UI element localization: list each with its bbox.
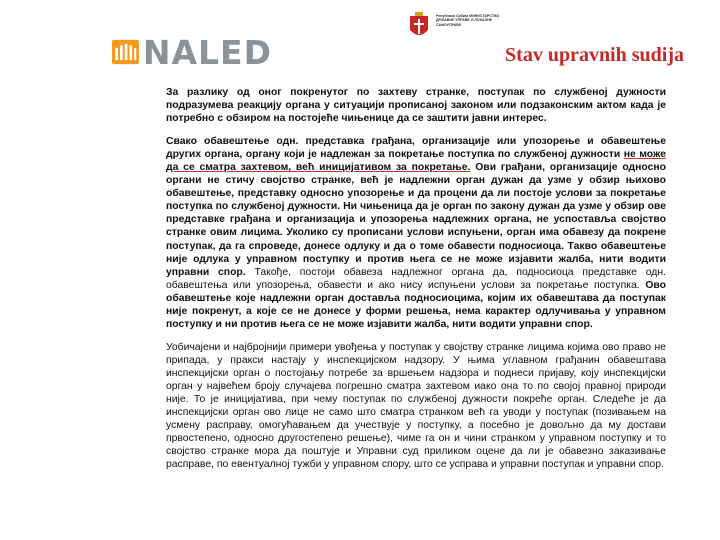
naled-logo-mark-icon (112, 33, 139, 71)
logo-text: NALED (142, 32, 272, 72)
p2-s6: Такође, постоји обавеза надлежног органа да, подносиоца представке одн. обавештења или упозорења, обавести и ако нису испуњени услови за покретање поступка. (166, 266, 666, 291)
naled-logo (112, 30, 272, 74)
document-body (166, 86, 666, 481)
p2-s7: Ово обавештење које надлежни орган доставља подносиоцима, којим их обавештава да поступак није покренут, а које се не донесе у форми решења, нема карактер одлучивања у управном поступку и ни против њега се не може изјавити жалба, нити водити управни спор. (166, 279, 666, 330)
ministry-label: Република Србија МИНИСТАРСТВО ДРЖАВНЕ УПРАВЕ И ЛОКАЛНЕ САМОУПРАВЕ (436, 14, 500, 27)
paragraph-2 (166, 135, 666, 331)
paragraph-3: Уобичајени и најбројнији примери увођења у поступак у својству странке лицима којима ово право не припада, у пракси настају у инспекцијском надзору. У њима углавном грађанин обавештава инспекцијски орган о постојању потребе за вршењем надзора и поднеси пријаву, коју инспекцијски орган у највећем броју случајева погрешно сматра захтевом иако она то по својој правној природи није. То је иницијатива, при чему поступак по службеној дужности покреће орган. Следеће је да инспекцијски орган ово лице не само што сматра странком већ га уводи у поступак (позивањем на усмену расправу, омогућавањем да учествује у поступку, а посебно је довољно да му достави првостепено, односно другостепено решење), чиме га он и чини странком у управном поступку и то својство странке мора да поштује и Управни суд приликом оцене да ли је обавезно заказивање расправе, по евентуалној тужби у управном спору, што се усправа и управни поступак и управни спор. (166, 341, 666, 471)
serbia-crest-icon (408, 12, 430, 42)
paragraph-1: За разлику од оног покренутог по захтеву странке, поступак по службеној дужности подразумева реакцију органа у ситуацији прописаној законом или подзаконским актом када је потребно с обзиром на постојеће чињенице да се заштити јавни интерес. (166, 87, 666, 125)
p2-s1: Свако обавештење одн. представка грађана, организације или упозорење и обавештење других органа, органу који је надлежан за покретање поступка по службеној дужности (166, 136, 666, 161)
p2-s4: Ни чињеница да је орган по закону дужан да узме у обзир ове представке грађана и организација и упозорења надлежних органа, не успоставља својство странке овим лицима. (166, 201, 667, 239)
slide-title: Stav upravnih sudija (505, 44, 684, 66)
p2-s3: Ови грађани, организације односно органи не стичу својство странке, већ је надлежни орган дужан да узме у обзир њихово обавештење, представку односно упозорење и да процени да ли постоје услови за покретање поступка по службеној дужности. (166, 162, 667, 213)
p2-s2: не може да се сматра захтевом, већ иницијативом за покретање. (166, 149, 666, 174)
p2-s5: Уколико су прописани услови испуњени, орган има обавезу да покрене поступак, да га спроведе, донесе одлуку и да о томе обавести подносиоца. Такво обавештење није одлука у управном поступку и против њега се не може изјавити жалба, нити водити управни спор. (166, 227, 666, 278)
